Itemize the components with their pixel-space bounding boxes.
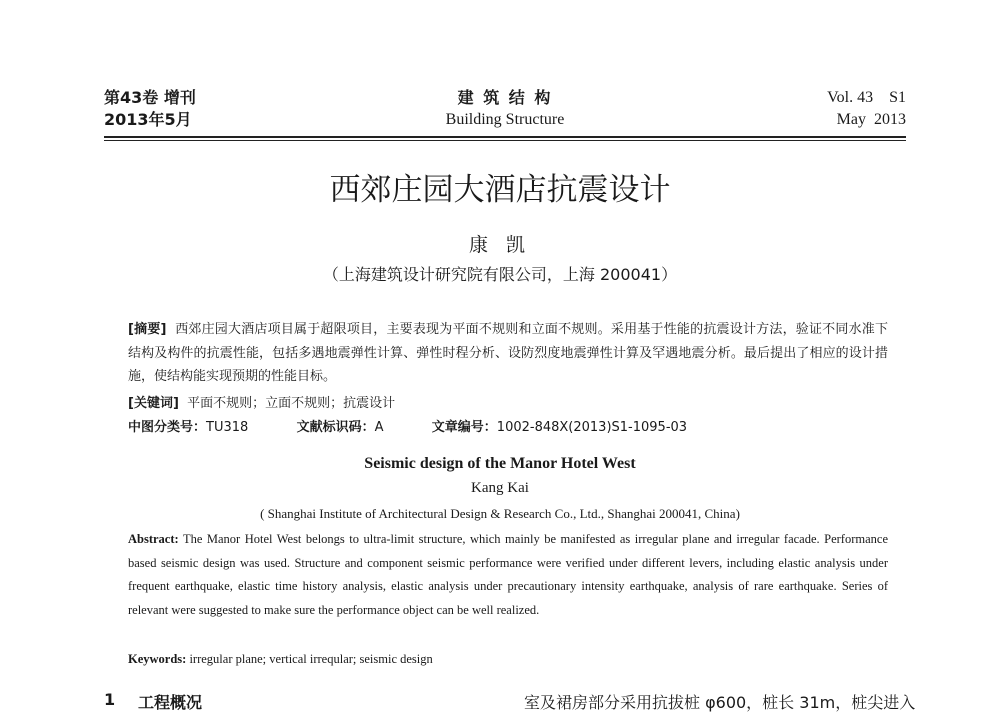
affiliation-en: ( Shanghai Institute of Architectural Design & Research Co., Ltd., Shanghai 200041, China) [260,506,740,521]
section-number: 1 [104,690,116,709]
header-rule-bottom [104,140,906,141]
affiliation-cn: （上海建筑设计研究院有限公司，上海 200041） [322,265,678,284]
abstract-label-cn: [摘要] [128,322,167,337]
keywords-en [128,648,433,672]
keywords-text-en: irregular plane; vertical irreqular; seismic design [189,652,433,666]
journal-name-cn: 建 筑 结 构 [457,88,553,107]
classification-line [128,416,687,440]
keywords-cn [128,392,395,416]
author-cn: 康 凯 [468,234,532,256]
volume-en: Vol. 43 S1 [827,89,906,106]
paper-title-cn: 西郊庄园大酒店抗震设计 [329,172,671,208]
keywords-label-en: Keywords: [128,652,187,666]
abstract-text-en: The Manor Hotel West belongs to ultra-limit structure, which mainly be manifested as irregular plane and irregular facade. Performance based seismic design was used. Structure and component seismic performance were verified under different levers, including elastic analysis under frequent earthquake, elastic time history analysis, elastic analysis under precautionary intensity earthquake, analysis of rare earthquake. Series of relevant were suggested to make sure the performance object can be well realized. [128,532,888,618]
doc-code-label: 文献标识码： [296,420,375,435]
article-number-value: 1002-848X(2013)S1-1095-03 [496,420,688,435]
article-number-label: 文章编号： [431,420,497,435]
clc-label: 中图分类号： [128,420,207,435]
right-column-text: 室及裙房部分采用抗拔桩 φ600，桩长 31m，桩尖进入 [524,693,916,712]
author-en: Kang Kai [471,480,529,496]
date-en: May 2013 [836,111,906,128]
abstract-text-cn: 西郊庄园大酒店项目属于超限项目，主要表现为平面不规则和立面不规则。采用基于性能的抗震设计方法，验证不同水准下结构及构件的抗震性能，包括多遇地震弹性计算、弹性时程分析、设防烈度地震弹性计算及罕遇地震分析。最后提出了相应的设计措施，使结构能实现预期的性能目标。 [128,322,888,384]
volume-cn: 第43卷 增刊 [104,88,196,107]
date-cn: 2013年5月 [104,110,192,129]
keywords-label-cn: [关键词] [128,396,179,411]
paper-title-en: Seismic design of the Manor Hotel West [364,455,636,472]
keywords-text-cn: 平面不规则；立面不规则；抗震设计 [187,396,396,411]
abstract-en [128,528,888,623]
abstract-label-en: Abstract: [128,532,179,546]
abstract-cn [128,318,888,389]
doc-code-value: A [374,420,384,435]
journal-name-en: Building Structure [445,111,565,128]
header-rule-top [104,136,906,138]
section-title: 工程概况 [138,693,203,712]
clc-value: TU318 [206,420,249,435]
